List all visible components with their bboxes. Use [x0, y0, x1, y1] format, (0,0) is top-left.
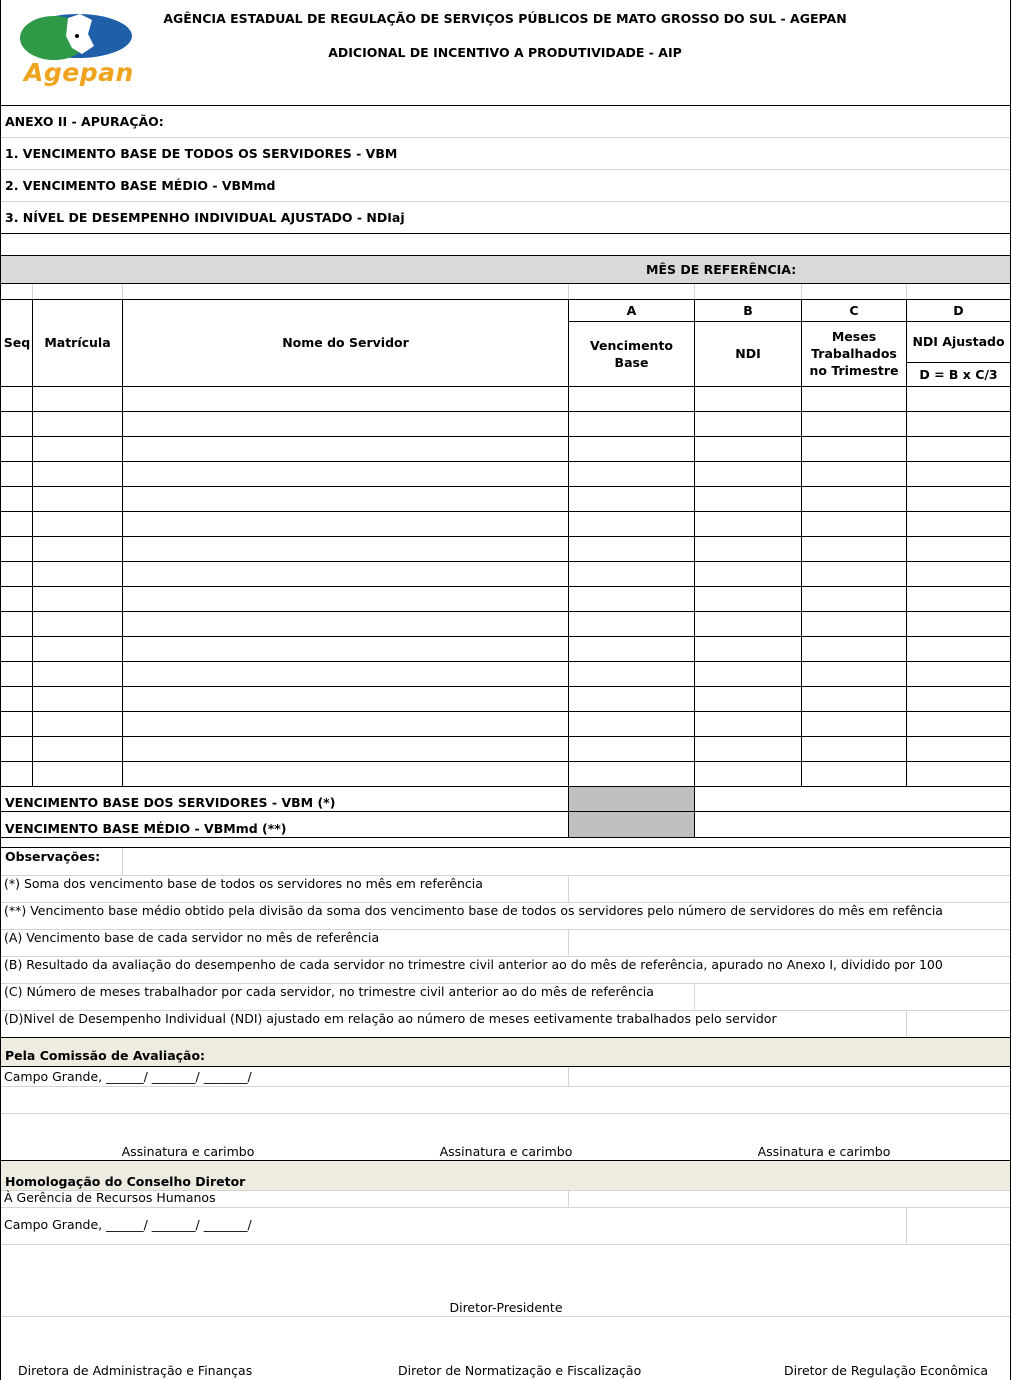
col-letter-d: D — [953, 303, 964, 318]
reference-month-label: MÊS DE REFERÊNCIA: — [646, 262, 797, 277]
director-normatization: Diretor de Normatização e Fiscalização — [398, 1363, 642, 1378]
table-row — [1, 486, 1010, 487]
commission-title: Pela Comissão de Avaliação: — [5, 1048, 206, 1063]
total-vbm-label: VENCIMENTO BASE DOS SERVIDORES - VBM (*) — [5, 795, 336, 810]
table-row — [1, 661, 1010, 662]
note-vbmmd: (**) Vencimento base médio obtido pela divisão da soma dos vencimento base de todos os servidores pelo número de servidores do mês em refência — [4, 903, 943, 918]
table-row — [1, 711, 1010, 712]
table-row — [1, 436, 1010, 437]
director-president: Diretor-Presidente — [449, 1300, 563, 1315]
header-matricula: Matrícula — [44, 335, 111, 350]
note-d: (D)Nivel de Desempenho Individual (NDI) ajustado em relação ao número de meses eetivamente trabalhados pelo servidor — [4, 1011, 777, 1026]
director-economic-regulation: Diretor de Regulação Econômica — [784, 1363, 989, 1378]
note-b: (B) Resultado da avaliação do desempenho de cada servidor no trimestre civil anterior ao do mês de referência, apurado no Anexo I, dividido por 100 — [4, 957, 943, 972]
annex-item-ndiaj: 3. NÍVEL DE DESEMPENHO INDIVIDUAL AJUSTADO - NDIaj — [5, 210, 405, 225]
logo-text: Agepan — [24, 58, 134, 87]
commission-signature-2: Assinatura e carimbo — [439, 1144, 573, 1159]
col-letter-c: C — [849, 303, 859, 318]
table-row — [1, 511, 1010, 512]
header-base: Base — [614, 355, 649, 370]
total-vbmmd-label: VENCIMENTO BASE MÉDIO - VBMmd (**) — [5, 821, 287, 836]
observations-title: Observações: — [5, 849, 101, 864]
annex-item-vbmmd: 2. VENCIMENTO BASE MÉDIO - VBMmd — [5, 178, 276, 193]
header-ndi: NDI — [735, 346, 761, 361]
commission-date-line: Campo Grande, ______/ _______/ _______/ — [4, 1069, 252, 1084]
note-a: (A) Vencimento base de cada servidor no mês de referência — [4, 930, 380, 945]
agency-title: AGÊNCIA ESTADUAL DE REGULAÇÃO DE SERVIÇOS PÚBLICOS DE MATO GROSSO DO SUL - AGEPAN — [163, 11, 847, 26]
table-row — [1, 536, 1010, 537]
table-row — [1, 761, 1010, 762]
table-row — [1, 461, 1010, 462]
header-trimestre: no Trimestre — [809, 363, 899, 378]
col-letter-b: B — [743, 303, 753, 318]
program-subtitle: ADICIONAL DE INCENTIVO A PRODUTIVIDADE - AIP — [328, 45, 682, 60]
table-row — [1, 411, 1010, 412]
homologation-recipient: À Gerência de Recursos Humanos — [4, 1190, 216, 1205]
homologation-title: Homologação do Conselho Diretor — [5, 1174, 246, 1189]
table-row — [1, 686, 1010, 687]
annex-item-vbm: 1. VENCIMENTO BASE DE TODOS OS SERVIDORES - VBM — [5, 146, 398, 161]
table-row — [1, 586, 1010, 587]
table-row — [1, 611, 1010, 612]
header-nome: Nome do Servidor — [282, 335, 409, 350]
header-trabalhados: Trabalhados — [811, 346, 897, 361]
table-row — [1, 561, 1010, 562]
homologation-date-line: Campo Grande, ______/ _______/ _______/ — [4, 1217, 252, 1232]
table-row — [1, 636, 1010, 637]
annex-title: ANEXO II - APURAÇÃO: — [5, 114, 164, 129]
header-seq: Seq — [3, 335, 31, 350]
agepan-logo — [18, 8, 136, 90]
commission-signature-3: Assinatura e carimbo — [757, 1144, 891, 1159]
note-vbm: (*) Soma dos vencimento base de todos os servidores no mês em referência — [4, 876, 483, 891]
director-administration: Diretora de Administração e Finanças — [18, 1363, 253, 1378]
header-ndi-ajustado: NDI Ajustado — [912, 334, 1005, 349]
header-meses: Meses — [831, 329, 877, 344]
note-c: (C) Número de meses trabalhador por cada servidor, no trimestre civil anterior ao do mês de referência — [4, 984, 654, 999]
header-formula: D = B x C/3 — [919, 367, 998, 382]
table-row — [1, 736, 1010, 737]
commission-signature-1: Assinatura e carimbo — [121, 1144, 255, 1159]
col-letter-a: A — [626, 303, 637, 318]
header-vencimento: Vencimento — [589, 338, 674, 353]
